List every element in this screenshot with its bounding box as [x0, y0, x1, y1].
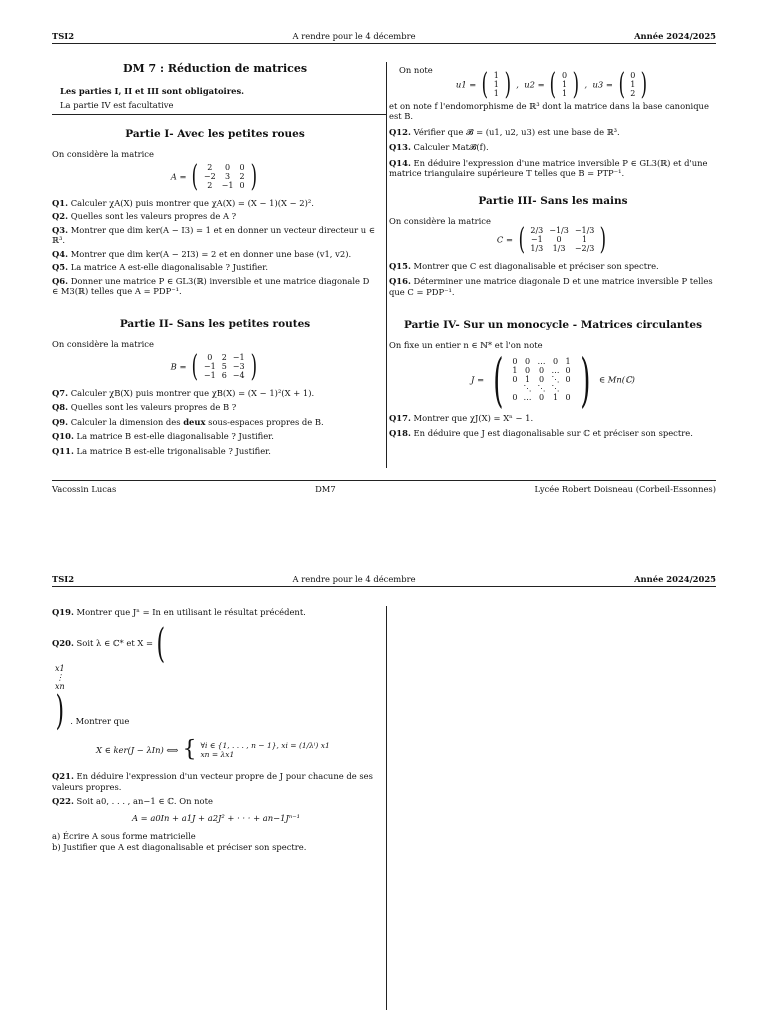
matrix-a-label: A =	[170, 171, 187, 182]
circulant-formula: A = a0In + a1J + a2J² + · · · + an−1Jⁿ⁻¹	[131, 812, 301, 823]
question-q4: Q4. Montrer que dim ker(A − 2I3) = 2 et en donner une base (v1, v2).	[52, 248, 352, 259]
part2-intro: On considère la matrice	[52, 339, 154, 350]
vectors-intro: On note	[399, 65, 433, 75]
question-q10: Q10. La matrice B est-elle diagonalisable ? Justifier.	[52, 431, 274, 442]
column-divider	[386, 62, 387, 468]
optional-note: La partie IV est facultative	[60, 100, 174, 111]
question-q12: Q12. Vérifier que 𝓑 = (u1, u2, u3) est une base de ℝ³.	[389, 126, 620, 137]
page2-column-divider	[386, 606, 387, 1010]
page2-header-due-date: A rendre pour le 4 décembre	[292, 574, 416, 584]
document-title: DM 7 : Réduction de matrices	[122, 62, 308, 75]
question-q15: Q15. Montrer que C est diagonalisable et préciser son spectre.	[389, 260, 659, 271]
matrix-a: 2 0 0 −2 3 2 2 −1 0	[203, 162, 245, 191]
question-q2: Q2. Quelles sont les valeurs propres de A ?	[52, 211, 237, 222]
vector-u3: 0 1 2	[630, 70, 636, 99]
part4-intro: On fixe un entier n ∈ ℕ* et l'on note	[389, 340, 543, 351]
vector-x: x1 ⋮ xn	[55, 663, 65, 691]
question-q3: Q3. Montrer que dim ker(A − I3) = 1 et en donner un vecteur directeur u ∈ ℝ³.	[52, 224, 376, 246]
footer-school: Lycée Robert Doisneau (Corbeil-Essonnes)	[534, 484, 716, 494]
part3-title: Partie III- Sans les mains	[478, 195, 628, 207]
title-rule	[52, 114, 386, 115]
equivalence-left: X ∈ ker(J − λIn) ⟺	[96, 745, 179, 756]
part3-intro: On considère la matrice	[389, 216, 491, 227]
matrix-j: 0 0 … 0 1 1 0 0 … 0 0 1 0 ⋱ 0 ⋱ ⋱ ⋱ 0 … 0 1 0	[512, 356, 571, 403]
subquestion-b: b) Justifier que A est diagonalisable et préciser son spectre.	[52, 841, 307, 852]
matrix-b-display: B = ( 0 2 −1 −1 5 −3 −1 6 −4 )	[170, 348, 257, 384]
q22-subquestions	[52, 831, 380, 852]
page2-header-year: Année 2024/2025	[634, 574, 716, 584]
matrix-b: 0 2 −1 −1 5 −3 −1 6 −4	[203, 352, 245, 381]
question-q5: Q5. La matrice A est-elle diagonalisable ? Justifier.	[52, 262, 268, 273]
equivalence-line2: xn = λx1	[200, 750, 235, 760]
question-q17: Q17. Montrer que χJ(X) = Xⁿ − 1.	[389, 412, 534, 423]
question-q18: Q18. En déduire que J est diagonalisable sur ℂ et préciser son spectre.	[389, 428, 693, 439]
question-q9: Q9. Calculer la dimension des deux sous-espaces propres de B.	[52, 416, 324, 427]
part1-intro: On considère la matrice	[52, 149, 154, 160]
vectors-display: u1 = ( 1 1 1 ) , u2 = ( 0 1 1 ) , u3 = ( 0 1 2 )	[455, 66, 648, 102]
page2-left-column: Q19. Montrer que Jⁿ = In en utilisant le résultat précédent. Q20. Soit λ ∈ ℂ* et X = ( x1 ⋮ xn ) . Montrer que X ∈ ker(J − λIn) ⟺ { ∀i ∈ {1, . . . , n − 1}, xi = (1/λⁱ) x1 xn = λx1 Q21. En déduire l'expression d'un vecteur propre de J pour chacune de ses valeurs propres. Q22. Soit a0, . . . , an−1 ∈ ℂ. On note A = a0In + a1J + a2J² + · · · + an−1Jⁿ⁻¹ a) Écrire A sous forme matricielle b) Justifier que A est diagonalisable et préciser son spectre.	[52, 607, 380, 852]
matrix-j-display: J = ( 0 0 … 0 1 1 0 0 … 0 0 1 0 ⋱ 0 ⋱ ⋱ ⋱ 0 … 0 1 0 ) ∈ Mn(ℂ)	[471, 345, 635, 414]
endomorphism-note: et on note f l'endomorphisme de ℝ³ dont la matrice dans la base canonique est B.	[389, 100, 709, 121]
page2-header-class: TSI2	[52, 574, 75, 584]
equivalence-line1: ∀i ∈ {1, . . . , n − 1}, xi = (1/λⁱ) x1	[200, 741, 330, 751]
header-due-date: A rendre pour le 4 décembre	[292, 31, 416, 41]
question-q16: Q16. Déterminer une matrice diagonale D et une matrice inversible P telles que C = PDP⁻¹.	[389, 276, 713, 297]
right-column-top	[389, 65, 717, 179]
page1-footer	[52, 484, 716, 495]
page2-header	[52, 574, 716, 585]
left-column	[52, 62, 378, 111]
question-q7: Q7. Calculer χB(X) puis montrer que χB(X) = (X − 1)²(X + 1).	[52, 387, 315, 398]
matrix-c-label: C =	[496, 234, 513, 245]
part4	[389, 319, 717, 439]
question-q19: Q19. Montrer que Jⁿ = In en utilisant le résultat précédent.	[52, 607, 306, 617]
question-q8: Q8. Quelles sont les valeurs propres de B ?	[52, 402, 237, 413]
question-q14: Q14. En déduire l'expression d'une matrice inversible P ∈ GL3(ℝ) et d'une matrice triangulaire supérieure T telles que B = PTP⁻¹.	[389, 157, 708, 178]
footer-author: Vacossin Lucas	[52, 484, 117, 494]
question-q11: Q11. La matrice B est-elle trigonalisable ? Justifier.	[52, 445, 271, 456]
matrix-j-label: J =	[471, 374, 485, 385]
u3-label: u3 =	[592, 79, 613, 89]
question-q22: Q22. Soit a0, . . . , an−1 ∈ ℂ. On note	[52, 796, 213, 807]
u1-label: u1 =	[455, 79, 477, 89]
header-rule	[52, 43, 716, 44]
part2	[52, 318, 378, 456]
header-year: Année 2024/2025	[634, 31, 716, 41]
matrix-c: 2/3 −1/3 −1/3 −1 0 1 1/3 1/3 −2/3	[530, 225, 595, 254]
matrix-c-display: C = ( 2/3 −1/3 −1/3 −1 0 1 1/3 1/3 −2/3 )	[496, 221, 607, 257]
equivalence-display: X ∈ ker(J − λIn) ⟺ { ∀i ∈ {1, . . . , n − 1}, xi = (1/λⁱ) x1 xn = λx1	[96, 737, 330, 763]
subquestion-a: a) Écrire A sous forme matricielle	[52, 831, 196, 842]
matrix-j-suffix: ∈ Mn(ℂ)	[598, 374, 635, 385]
part1	[52, 128, 378, 297]
part4-title: Partie IV- Sur un monocycle - Matrices circulantes	[404, 319, 702, 331]
question-q20: Q20. Soit λ ∈ ℂ* et X = (	[52, 620, 166, 667]
u2-label: u2 =	[524, 79, 545, 89]
vector-u1: 1 1 1	[493, 70, 499, 99]
question-q13: Q13. Calculer Mat𝓑(f).	[389, 142, 489, 152]
page1-header	[52, 31, 716, 42]
footer-rule	[52, 480, 716, 481]
matrix-a-display: A = ( 2 0 0 −2 3 2 2 −1 0 )	[170, 158, 257, 194]
question-q1: Q1. Calculer χA(X) puis montrer que χA(X) = (X − 1)(X − 2)².	[52, 197, 314, 208]
question-q21: Q21. En déduire l'expression d'un vecteur propre de J pour chacune de ses valeurs propres.	[52, 771, 373, 792]
footer-code: DM7	[315, 484, 336, 494]
question-q6: Q6. Donner une matrice P ∈ GL3(ℝ) inversible et une matrice diagonale D ∈ M3(ℝ) telles que A = PDP⁻¹.	[52, 275, 370, 297]
mandatory-note: Les parties I, II et III sont obligatoires.	[60, 85, 245, 96]
vector-u2: 0 1 1	[561, 70, 568, 99]
part3	[389, 195, 717, 297]
part1-title: Partie I- Avec les petites roues	[125, 128, 305, 140]
part2-title: Partie II- Sans les petites routes	[119, 318, 311, 330]
matrix-b-label: B =	[170, 361, 187, 372]
header-class: TSI2	[52, 31, 75, 41]
page2-header-rule	[52, 586, 716, 587]
